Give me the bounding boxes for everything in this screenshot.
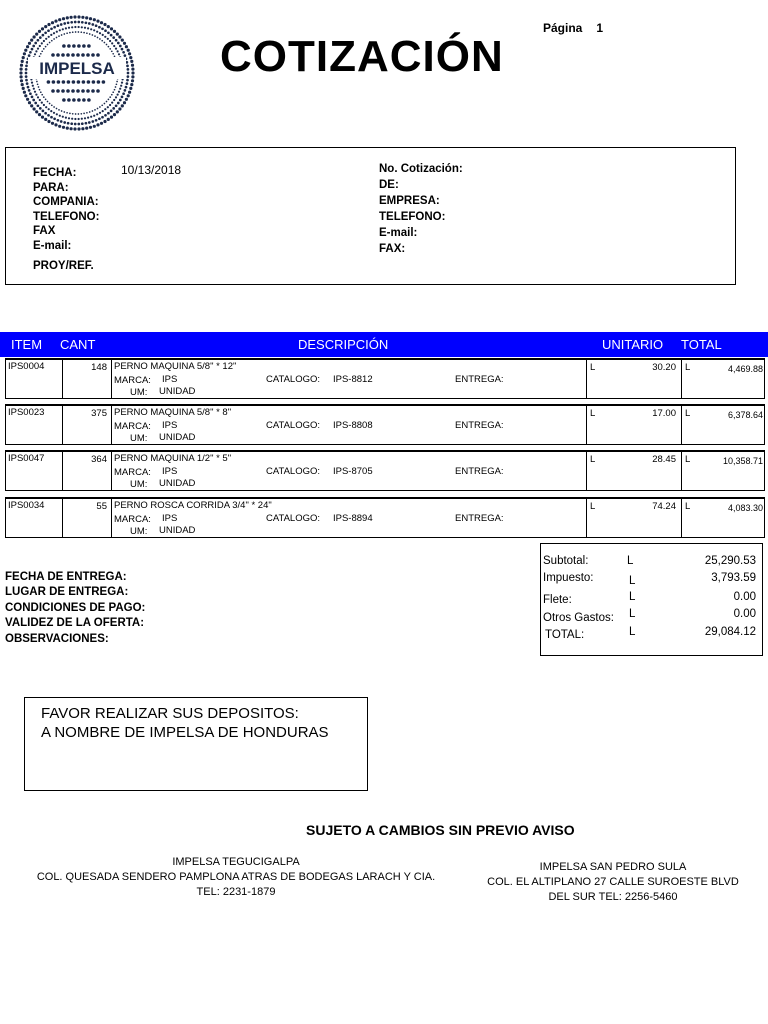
total-currency: L [629, 575, 636, 587]
total-label: Flete: [543, 594, 572, 606]
item-catalogo: IPS-8808 [333, 420, 373, 431]
right-labels [379, 161, 463, 257]
item-description: PERNO ROSCA CORRIDA 3/4" * 24" [114, 500, 272, 511]
email-right-label: E-mail: [379, 227, 418, 239]
item-catalogo: IPS-8705 [333, 466, 373, 477]
branch-name: IMPELSA TEGUCIGALPA [172, 856, 300, 868]
marca-label: MARCA: [114, 514, 151, 525]
col-item: ITEM [11, 337, 43, 352]
total-label: Impuesto: [543, 572, 594, 584]
subtotal-line [541, 555, 762, 572]
item-marca: IPS [162, 466, 178, 477]
total-label: TOTAL: [545, 629, 585, 641]
item-um: UNIDAD [159, 432, 196, 443]
table-row [5, 497, 765, 538]
col-cant: CANT [60, 337, 96, 352]
condiciones-pago-label: CONDICIONES DE PAGO: [5, 601, 146, 614]
item-description: PERNO MAQUINA 5/8" * 12" [114, 361, 237, 372]
item-code: IPS0004 [8, 361, 45, 372]
entrega-label: ENTREGA: [455, 466, 504, 477]
item-catalogo: IPS-8894 [333, 513, 373, 524]
fecha-entrega-label: FECHA DE ENTREGA: [5, 571, 127, 583]
item-description: PERNO MAQUINA 1/2" * 5" [114, 453, 232, 464]
table-row [5, 404, 765, 445]
um-label: UM: [130, 479, 148, 490]
item-code: IPS0047 [8, 453, 45, 464]
fecha-label: FECHA: [33, 167, 77, 179]
um-label: UM: [130, 526, 148, 537]
item-code: IPS0034 [8, 500, 45, 511]
document-title: COTIZACIÓN [220, 32, 504, 81]
branch-name: IMPELSA SAN PEDRO SULA [539, 861, 687, 873]
deposit-line-2: A NOMBRE DE IMPELSA DE HONDURAS [41, 724, 329, 741]
total-value: 0.00 [733, 591, 756, 603]
page-label: Página [543, 21, 583, 35]
fax-right-label: FAX: [379, 243, 406, 255]
item-unit-price: 74.24 [652, 501, 676, 512]
telefono-right-label: TELEFONO: [379, 211, 446, 223]
total-value: 0.00 [733, 608, 756, 620]
entrega-label: ENTREGA: [455, 420, 504, 431]
item-quantity: 375 [91, 408, 107, 419]
table-header [0, 332, 768, 357]
page-number: 1 [596, 21, 604, 35]
svg-text:IMPELSA: IMPELSA [39, 59, 115, 78]
branch-phone: DEL SUR TEL: 2256-5460 [548, 891, 678, 903]
deposit-line-1: FAVOR REALIZAR SUS DEPOSITOS: [41, 705, 299, 722]
item-um: UNIDAD [159, 525, 196, 536]
item-total: 10,358.71 [722, 456, 763, 466]
unit-currency: L [590, 454, 596, 465]
item-total: 4,469.88 [727, 364, 763, 374]
item-um: UNIDAD [159, 386, 196, 397]
item-total: 4,083.30 [727, 503, 763, 513]
unit-currency: L [590, 362, 596, 373]
item-description: PERNO MAQUINA 5/8" * 8" [114, 407, 232, 418]
total-currency: L [685, 362, 691, 373]
marca-label: MARCA: [114, 421, 151, 432]
item-um: UNIDAD [159, 478, 196, 489]
col-descripcion: DESCRIPCIÓN [298, 337, 389, 352]
item-unit-price: 30.20 [652, 362, 676, 373]
total-currency: L [685, 408, 691, 419]
total-currency: L [629, 591, 636, 603]
branch-tegucigalpa [30, 855, 442, 900]
item-catalogo: IPS-8812 [333, 374, 373, 385]
empresa-label: EMPRESA: [379, 195, 440, 207]
item-marca: IPS [162, 513, 178, 524]
item-quantity: 55 [96, 501, 107, 512]
item-total: 6,378.64 [727, 410, 763, 420]
telefono-label: TELEFONO: [33, 210, 100, 223]
total-label: Otros Gastos: [543, 612, 614, 624]
fecha-value: 10/13/2018 [121, 163, 182, 177]
observaciones-label: OBSERVACIONES: [5, 632, 109, 645]
item-marca: IPS [162, 374, 178, 385]
item-quantity: 148 [91, 362, 107, 373]
company-logo [14, 12, 140, 134]
um-label: UM: [130, 387, 148, 398]
grand-total-line [541, 626, 762, 643]
para-label: PARA: [33, 181, 69, 194]
item-unit-price: 17.00 [652, 408, 676, 419]
item-unit-price: 28.45 [652, 454, 676, 465]
lugar-entrega-label: LUGAR DE ENTREGA: [5, 586, 129, 599]
table-row [5, 358, 765, 399]
marca-label: MARCA: [114, 375, 151, 386]
total-value: 29,084.12 [704, 626, 756, 638]
left-labels [33, 166, 99, 273]
entrega-label: ENTREGA: [455, 513, 504, 524]
proy-ref-label: PROY/REF. [33, 259, 94, 272]
col-total: TOTAL [681, 337, 722, 352]
total-value: 3,793.59 [711, 572, 756, 584]
um-label: UM: [130, 433, 148, 444]
item-code: IPS0023 [8, 407, 45, 418]
de-label: DE: [379, 179, 399, 191]
catalogo-label: CATALOGO: [266, 513, 321, 524]
col-unitario: UNITARIO [602, 337, 664, 352]
otros-gastos-line [541, 608, 762, 625]
no-cotizacion-label: No. Cotización: [379, 163, 463, 175]
item-quantity: 364 [91, 454, 107, 465]
branch-phone: TEL: 2231-1879 [196, 886, 276, 898]
unit-currency: L [590, 501, 596, 512]
price-notice: SUJETO A CAMBIOS SIN PREVIO AVISO [306, 822, 575, 838]
table-row [5, 450, 765, 491]
total-currency: L [685, 454, 691, 465]
email-label: E-mail: [33, 239, 72, 252]
flete-line [541, 591, 762, 608]
branch-san-pedro-sula [482, 860, 744, 905]
total-currency: L [629, 626, 636, 638]
entrega-label: ENTREGA: [455, 374, 504, 385]
page-indicator [543, 21, 603, 35]
client-info-box [5, 147, 736, 285]
total-label: Subtotal: [543, 555, 589, 567]
marca-label: MARCA: [114, 467, 151, 478]
catalogo-label: CATALOGO: [266, 466, 321, 477]
branch-address: COL. QUESADA SENDERO PAMPLONA ATRAS DE BODEGAS LARACH Y CIA. [36, 871, 436, 883]
fax-label: FAX [33, 225, 56, 238]
total-currency: L [627, 555, 634, 567]
unit-currency: L [590, 408, 596, 419]
impuesto-line [541, 572, 762, 589]
item-marca: IPS [162, 420, 178, 431]
total-value: 25,290.53 [704, 555, 756, 567]
catalogo-label: CATALOGO: [266, 420, 321, 431]
branch-address: COL. EL ALTIPLANO 27 CALLE SUROESTE BLVD [487, 876, 739, 888]
compania-label: COMPANIA: [33, 196, 99, 209]
total-currency: L [629, 608, 636, 620]
total-currency: L [685, 501, 691, 512]
deposit-note [24, 697, 368, 791]
totals-box [540, 543, 763, 656]
delivery-terms [5, 570, 145, 647]
validez-oferta-label: VALIDEZ DE LA OFERTA: [5, 617, 145, 630]
catalogo-label: CATALOGO: [266, 374, 321, 385]
